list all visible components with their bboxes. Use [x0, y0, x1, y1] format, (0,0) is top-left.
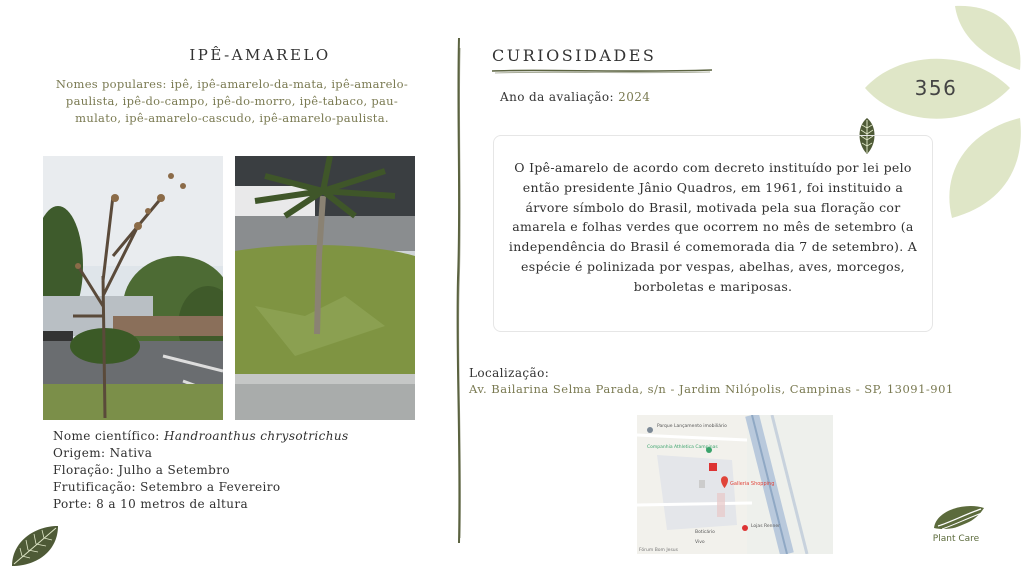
location-map[interactable]: [637, 415, 833, 554]
title-underline: [490, 66, 715, 76]
leaf-icon-bottom: [8, 522, 62, 568]
flowering: Floração: Julho a Setembro: [53, 463, 231, 477]
map-place-5: Vivo: [695, 540, 705, 545]
map-place-4: Boticário: [695, 530, 715, 535]
size: Porte: 8 a 10 metros de altura: [53, 497, 249, 511]
item-number: 356: [914, 76, 958, 100]
tree-photo-1: [43, 156, 223, 420]
plant-care-logo-icon: [926, 500, 986, 534]
plant-care-logo-text: Plant Care: [932, 534, 980, 544]
popular-names: Nomes populares: ipê, ipê-amarelo-da-mata, ipê-amarelo-paulista, ipê-do-campo, ipê-do-morro, ipê-tabaco, pau-mulato, ipê-amarelo-cascudo, ipê-amarelo-paulista.: [55, 77, 409, 125]
fruiting: Frutificação: Setembro a Fevereiro: [53, 480, 281, 494]
map-place-2: Companhia Athletica Campinas: [647, 445, 718, 450]
evaluation-year: Ano da avaliação: 2024: [500, 90, 651, 104]
map-place-main: Galleria Shopping: [730, 481, 775, 487]
curiosity-text: O Ipê-amarelo de acordo com decreto instituído por lei pelo então presidente Jânio Quadros, em 1961, foi instituido a árvore símbolo do Brasil, motivada pela sua floração cor amarela e folhas verdes que ocorrem no mês de setembro (a independência do Brasil é comemorada dia 7 de setembro). A espécie é polinizada por vespas, abelhas, aves, morcegos, borboletas e mariposas.: [508, 160, 918, 294]
species-facts: [53, 428, 349, 513]
map-place-1: Parque Lançamento imobiliário: [657, 424, 727, 429]
origin: Origem: Nativa: [53, 446, 153, 460]
map-place-3: Lojas Renner: [751, 524, 780, 529]
curiosity-box: [493, 135, 933, 332]
tree-photo-2: [235, 156, 415, 420]
scientific-name: Nome científico: Handroanthus chrysotrichus: [53, 429, 349, 443]
column-divider: [452, 38, 466, 543]
curiosities-title: CURIOSIDADES: [492, 46, 657, 65]
species-title: IPÊ-AMARELO: [189, 46, 331, 64]
location-address: Av. Bailarina Selma Parada, s/n - Jardim Nilópolis, Campinas - SP, 13091-901: [469, 382, 954, 396]
location-label: Localização:: [469, 366, 550, 380]
map-place-6: Fórum Bom Jesus: [639, 548, 678, 553]
